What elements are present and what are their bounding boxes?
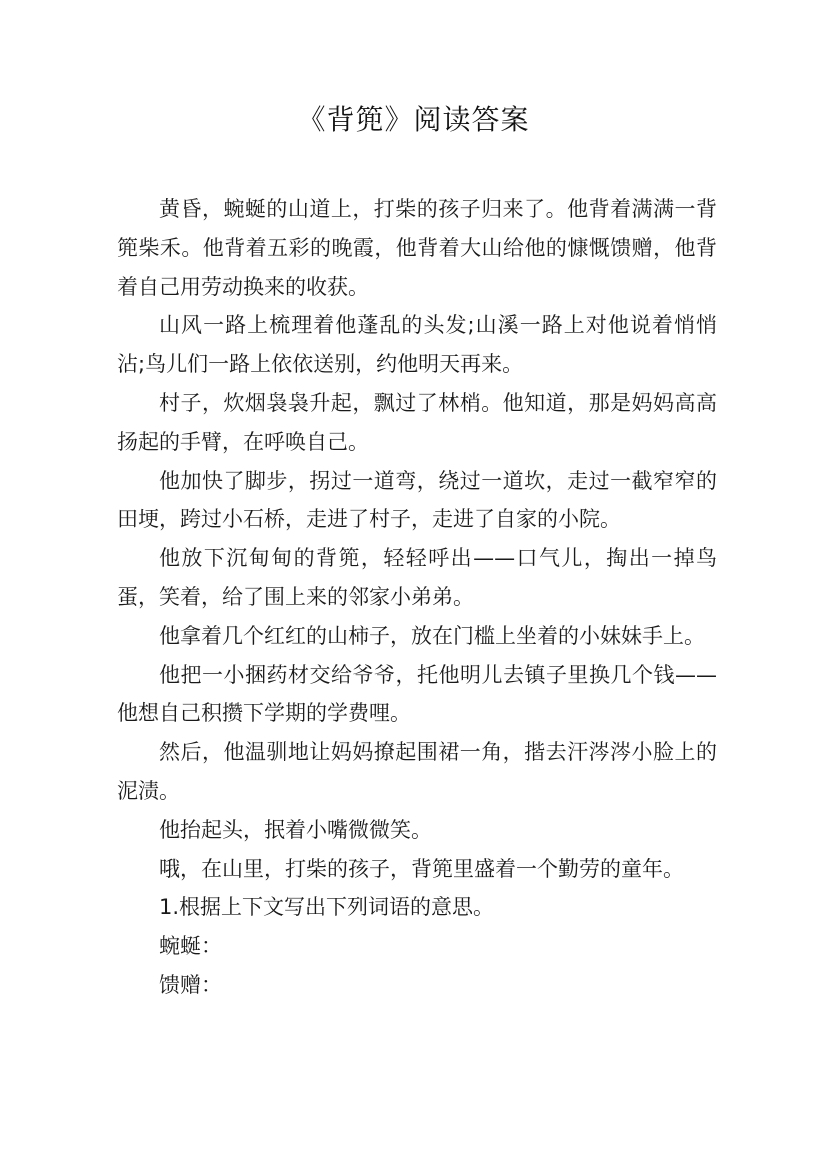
document-title: 《背篼》阅读答案 [297, 103, 530, 136]
paragraph: 他放下沉甸甸的背篼，轻轻呼出——口气儿，掏出一掉鸟蛋，笑着，给了围上来的邻家小弟弟。 [117, 546, 717, 609]
paragraph: 黄昏，蜿蜒的山道上，打柴的孩子归来了。他背着满满一背篼柴禾。他背着五彩的晚霞，他背着大山给他的慷慨馈赠，他背着自己用劳动换来的收获。 [117, 197, 717, 299]
paragraph: 哦，在山里，打柴的孩子，背篼里盛着一个勤劳的童年。 [159, 856, 684, 881]
paragraph: 然后，他温驯地让妈妈撩起围裙一角，揩去汗涔涔小脸上的泥渍。 [117, 740, 717, 803]
paragraph: 他抬起头，抿着小嘴微微笑。 [159, 817, 432, 842]
paragraph: 村子，炊烟袅袅升起，飘过了林梢。他知道，那是妈妈高高扬起的手臂，在呼唤自己。 [117, 390, 717, 454]
paragraph: 山风一路上梳理着他蓬乱的头发;山溪一路上对他说着悄悄沾;鸟儿们一路上依依送别，约他明天再来。 [117, 313, 717, 377]
term-item: 蜿蜒： [159, 934, 222, 959]
question-text: 1.根据上下文写出下列词语的意思。 [159, 895, 495, 920]
term-item: 馈赠： [159, 972, 222, 997]
document-body [117, 190, 717, 1005]
paragraph: 他拿着几个红红的山柿子，放在门槛上坐着的小妹妹手上。 [159, 623, 705, 648]
paragraph: 他把一小捆药材交给爷爷，托他明儿去镇子里换几个钱——他想自己积攒下学期的学费哩。 [117, 662, 717, 726]
paragraph: 他加快了脚步，拐过一道弯，绕过一道坎，走过一截窄窄的田埂，跨过小石桥，走进了村子，走进了自家的小院。 [117, 468, 717, 532]
